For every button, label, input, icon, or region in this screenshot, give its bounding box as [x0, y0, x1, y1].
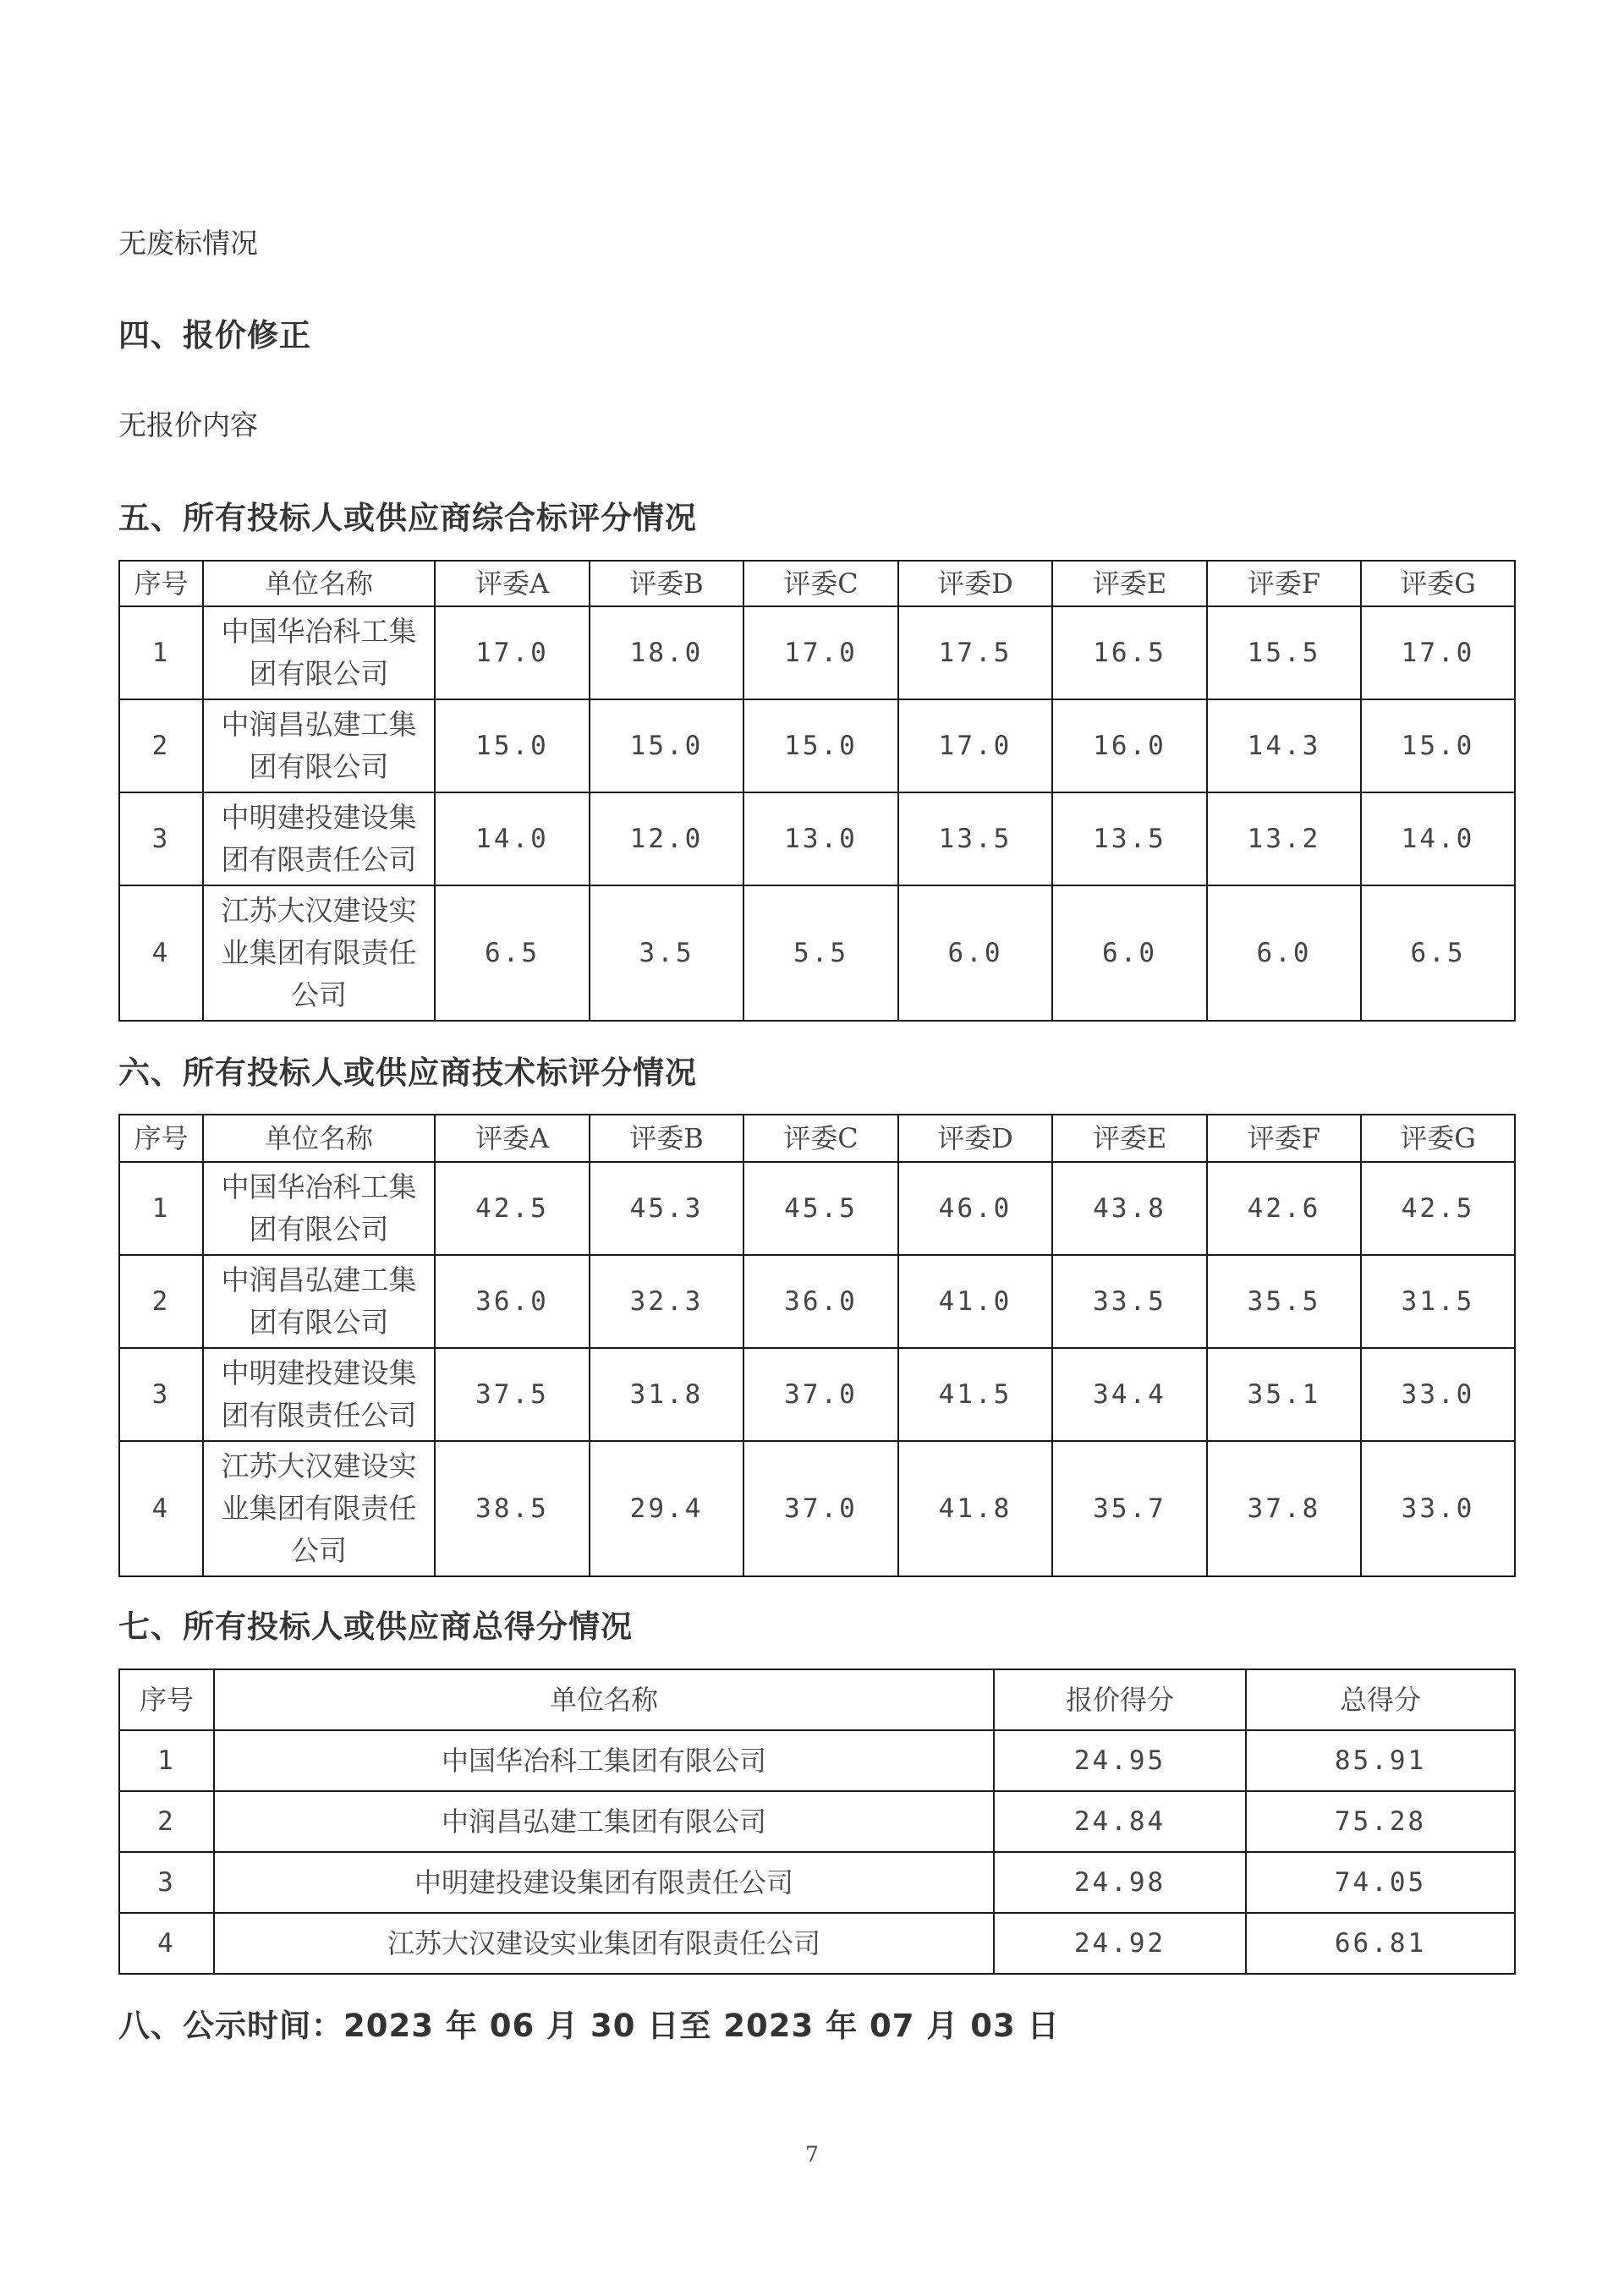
company-name: 中国华冶科工集团有限公司 [214, 1730, 994, 1791]
judge-score: 41.8 [898, 1441, 1052, 1576]
judge-score: 45.5 [743, 1162, 898, 1255]
judge-score: 31.5 [1361, 1255, 1515, 1348]
judge-score: 43.8 [1052, 1162, 1207, 1255]
judge-score: 31.8 [590, 1348, 743, 1441]
judge-score: 37.0 [743, 1441, 898, 1576]
judge-score: 34.4 [1052, 1348, 1207, 1441]
judge-score: 15.0 [1361, 699, 1515, 792]
column-header: 单位名称 [203, 561, 435, 606]
judge-score: 18.0 [590, 606, 743, 699]
table-row [119, 1348, 1515, 1441]
row-number: 1 [119, 606, 203, 699]
judge-score: 6.5 [435, 885, 590, 1021]
judge-score: 42.5 [1361, 1162, 1515, 1255]
column-header: 评委C [743, 561, 898, 606]
company-name: 中国华冶科工集团有限公司 [203, 606, 435, 699]
column-header: 报价得分 [994, 1669, 1246, 1730]
judge-score: 17.0 [435, 606, 590, 699]
judge-score: 41.0 [898, 1255, 1052, 1348]
column-header: 评委D [898, 1115, 1052, 1162]
company-name: 江苏大汉建设实业集团有限责任公司 [203, 885, 435, 1021]
total-score: 74.05 [1246, 1852, 1515, 1913]
judge-score: 5.5 [743, 885, 898, 1021]
judge-score: 14.3 [1207, 699, 1361, 792]
judge-score: 15.0 [435, 699, 590, 792]
judge-score: 33.0 [1361, 1348, 1515, 1441]
page-number: 7 [805, 2142, 819, 2167]
judge-score: 17.0 [898, 699, 1052, 792]
column-header: 评委B [590, 561, 743, 606]
table-row [119, 606, 1515, 699]
judge-score: 33.0 [1361, 1441, 1515, 1576]
row-number: 3 [119, 792, 203, 885]
no-disqualification-text: 无废标情况 [118, 227, 258, 260]
table-row [119, 1441, 1515, 1576]
judge-score: 17.5 [898, 606, 1052, 699]
judge-score: 35.1 [1207, 1348, 1361, 1441]
judge-score: 17.0 [1361, 606, 1515, 699]
table-row [119, 1162, 1515, 1255]
price-score: 24.84 [994, 1791, 1246, 1852]
section4-heading: 四、报价修正 [118, 317, 311, 353]
section6-heading: 六、所有投标人或供应商技术标评分情况 [118, 1055, 697, 1091]
row-number: 1 [119, 1162, 203, 1255]
judge-score: 16.5 [1052, 606, 1207, 699]
table-row [119, 1730, 1515, 1791]
total-score: 66.81 [1246, 1913, 1515, 1974]
company-name: 江苏大汉建设实业集团有限责任公司 [214, 1913, 994, 1974]
column-header: 序号 [119, 561, 203, 606]
technical-score-table [118, 1114, 1516, 1577]
column-header: 评委E [1052, 561, 1207, 606]
column-header: 单位名称 [203, 1115, 435, 1162]
column-header: 评委F [1207, 1115, 1361, 1162]
no-quote-text: 无报价内容 [118, 408, 258, 441]
column-header: 评委B [590, 1115, 743, 1162]
table-row [119, 1913, 1515, 1974]
judge-score: 6.0 [1207, 885, 1361, 1021]
company-name: 中明建投建设集团有限责任公司 [214, 1852, 994, 1913]
judge-score: 33.5 [1052, 1255, 1207, 1348]
judge-score: 35.7 [1052, 1441, 1207, 1576]
column-header: 评委F [1207, 561, 1361, 606]
table-header-row [119, 1115, 1515, 1162]
column-header: 评委A [435, 1115, 590, 1162]
section7-heading: 七、所有投标人或供应商总得分情况 [118, 1608, 633, 1645]
column-header: 总得分 [1246, 1669, 1515, 1730]
judge-score: 14.0 [1361, 792, 1515, 885]
company-name: 中润昌弘建工集团有限公司 [214, 1791, 994, 1852]
judge-score: 38.5 [435, 1441, 590, 1576]
judge-score: 36.0 [435, 1255, 590, 1348]
judge-score: 42.5 [435, 1162, 590, 1255]
table-row [119, 792, 1515, 885]
column-header: 评委G [1361, 1115, 1515, 1162]
section8-heading: 八、公示时间：2023 年 06 月 30 日至 2023 年 07 月 03 日 [118, 2008, 1060, 2044]
table-header-row [119, 561, 1515, 606]
judge-score: 3.5 [590, 885, 743, 1021]
judge-score: 15.0 [590, 699, 743, 792]
judge-score: 15.0 [743, 699, 898, 792]
table-row [119, 885, 1515, 1021]
judge-score: 37.0 [743, 1348, 898, 1441]
column-header: 单位名称 [214, 1669, 994, 1730]
column-header: 评委G [1361, 561, 1515, 606]
judge-score: 6.0 [1052, 885, 1207, 1021]
row-number: 1 [119, 1730, 214, 1791]
column-header: 评委A [435, 561, 590, 606]
price-score: 24.98 [994, 1852, 1246, 1913]
judge-score: 14.0 [435, 792, 590, 885]
table-row [119, 1255, 1515, 1348]
price-score: 24.92 [994, 1913, 1246, 1974]
company-name: 中国华冶科工集团有限公司 [203, 1162, 435, 1255]
column-header: 评委D [898, 561, 1052, 606]
company-name: 中明建投建设集团有限责任公司 [203, 792, 435, 885]
column-header: 评委E [1052, 1115, 1207, 1162]
judge-score: 46.0 [898, 1162, 1052, 1255]
judge-score: 35.5 [1207, 1255, 1361, 1348]
judge-score: 36.0 [743, 1255, 898, 1348]
judge-score: 41.5 [898, 1348, 1052, 1441]
company-name: 中润昌弘建工集团有限公司 [203, 1255, 435, 1348]
company-name: 江苏大汉建设实业集团有限责任公司 [203, 1441, 435, 1576]
judge-score: 6.0 [898, 885, 1052, 1021]
judge-score: 6.5 [1361, 885, 1515, 1021]
judge-score: 13.2 [1207, 792, 1361, 885]
judge-score: 17.0 [743, 606, 898, 699]
total-score-table [118, 1669, 1516, 1975]
company-name: 中润昌弘建工集团有限公司 [203, 699, 435, 792]
judge-score: 12.0 [590, 792, 743, 885]
column-header: 序号 [119, 1669, 214, 1730]
row-number: 3 [119, 1852, 214, 1913]
total-score: 75.28 [1246, 1791, 1515, 1852]
composite-score-table [118, 560, 1516, 1022]
table-header-row [119, 1669, 1515, 1730]
row-number: 4 [119, 1913, 214, 1974]
row-number: 3 [119, 1348, 203, 1441]
column-header: 评委C [743, 1115, 898, 1162]
judge-score: 37.5 [435, 1348, 590, 1441]
judge-score: 13.0 [743, 792, 898, 885]
section5-heading: 五、所有投标人或供应商综合标评分情况 [118, 500, 697, 536]
judge-score: 32.3 [590, 1255, 743, 1348]
row-number: 2 [119, 1791, 214, 1852]
row-number: 2 [119, 699, 203, 792]
table-row [119, 699, 1515, 792]
column-header: 序号 [119, 1115, 203, 1162]
row-number: 4 [119, 885, 203, 1021]
table-row [119, 1791, 1515, 1852]
total-score: 85.91 [1246, 1730, 1515, 1791]
company-name: 中明建投建设集团有限责任公司 [203, 1348, 435, 1441]
judge-score: 42.6 [1207, 1162, 1361, 1255]
judge-score: 13.5 [1052, 792, 1207, 885]
table-row [119, 1852, 1515, 1913]
judge-score: 37.8 [1207, 1441, 1361, 1576]
row-number: 4 [119, 1441, 203, 1576]
judge-score: 15.5 [1207, 606, 1361, 699]
judge-score: 45.3 [590, 1162, 743, 1255]
judge-score: 29.4 [590, 1441, 743, 1576]
judge-score: 13.5 [898, 792, 1052, 885]
price-score: 24.95 [994, 1730, 1246, 1791]
row-number: 2 [119, 1255, 203, 1348]
judge-score: 16.0 [1052, 699, 1207, 792]
